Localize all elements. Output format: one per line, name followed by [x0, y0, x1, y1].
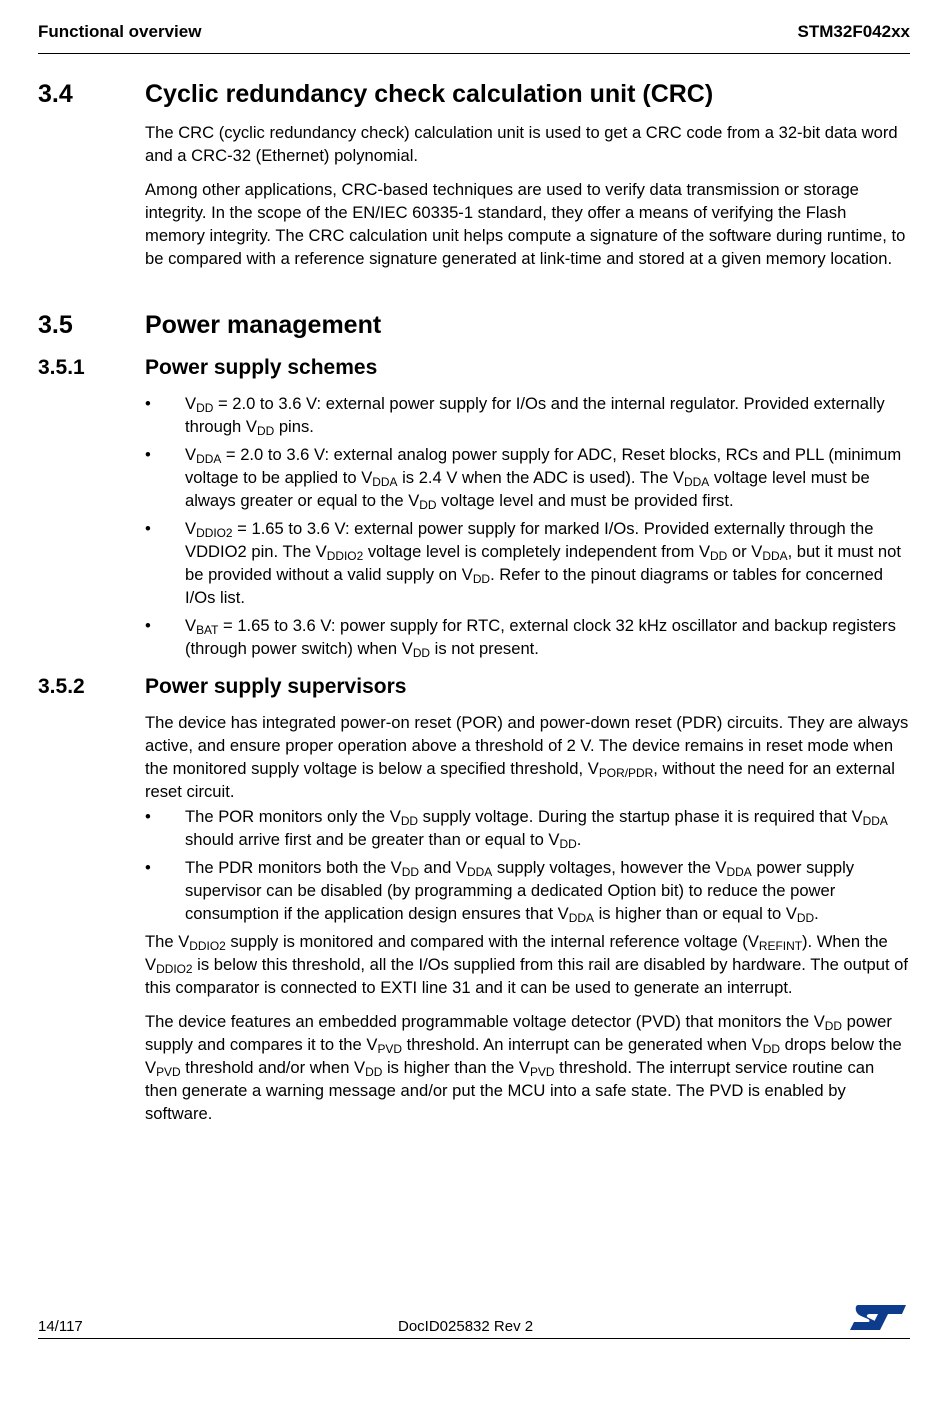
header-section-label: Functional overview: [38, 22, 202, 41]
section-3-5-2-heading: [38, 675, 910, 699]
supervisor-list: [145, 805, 910, 925]
section-title: Cyclic redundancy check calculation unit (CRC): [145, 80, 714, 108]
supervisor-paragraph-2: The $V_{DDIO2}$ supply is monitored and compared with the internal reference voltage $(V_{REFINT})$. When the $V_{DDIO2}$ is below this threshold, all the I/Os supplied from this rail are disabled by hardware. The output of this comparator is connected to EXTI line 31 and it can be used to generate an interrupt.: [145, 932, 909, 997]
list-item: • $V_{DD} = 2.0$ to 3.6 V: external power supply for I/Os and the internal regulator. Provided externally through $V_{DD}$ pins.: [145, 394, 885, 438]
document-id: DocID025832 Rev 2: [398, 1318, 534, 1335]
header-product-name: STM32F042xx: [797, 22, 910, 41]
list-item: • $V_{DDIO2} = 1.65$ to 3.6 V: external power supply for marked I/Os. Provided externally through the VDDIO2 pin. The $V_{DDIO2}$ voltage level is completely independent from $V_{DD}$ or $V_{DDA}$, but it must not be provided without a valid supply on $V_{DD}$. Refer to the pinout diagrams or tables for concerned I/Os list.: [145, 519, 902, 607]
list-item: • The POR monitors only the $V_{DD}$ supply voltage. During the startup phase it is required that $V_{DDA}$ should arrive first and be greater than or equal to $V_{DD}$.: [145, 807, 888, 851]
list-item: • $V_{BAT} = 1.65$ to 3.6 V: power supply for RTC, external clock 32 kHz oscillator and backup registers (through power switch) when $V_{DD}$ is not present.: [145, 616, 896, 660]
section-3-5-heading: [38, 311, 910, 340]
bullet: •: [145, 519, 151, 538]
power-supply-list: [145, 392, 910, 660]
section-3-4-heading: [38, 80, 910, 109]
list-item: • The PDR monitors both the $V_{DD}$ and $V_{DDA}$ supply voltages, however the $V_{DDA}$ power supply supervisor can be disabled (by programming a dedicated Option bit) to reduce the power consumption if the application design ensures that $V_{DDA}$ is higher than or equal to $V_{DD}$.: [145, 858, 855, 925]
section-title: Power management: [145, 311, 382, 339]
section-3-5-1-heading: [38, 356, 910, 380]
crc-paragraph-1: The CRC (cyclic redundancy check) calculation unit is used to get a CRC code from a 32-bit data word and a CRC-32 (Ethernet) polynomial.: [145, 123, 898, 165]
section-number: 3.5.1: [38, 356, 85, 379]
st-logo-icon: [848, 1302, 908, 1332]
page-header: [38, 22, 910, 54]
supervisor-paragraph-1: The device has integrated power-on reset (POR) and power-down reset (PDR) circuits. They are always active, and ensure proper operation above a threshold of 2 V. The device remains in reset mode when the monitored supply voltage is below a specified threshold, $V_{POR/PDR}$, without the need for an external reset circuit.: [145, 713, 909, 801]
supervisor-paragraph-3: The device features an embedded programmable voltage detector (PVD) that monitors the $V_{DD}$ power supply and compares it to the $V_{PVD}$ threshold. An interrupt can be generated when $V_{DD}$ drops below the $V_{PVD}$ threshold and/or when $V_{DD}$ is higher than the $V_{PVD}$ threshold. The interrupt service routine can then generate a warning message and/or put the MCU into a safe state. The PVD is enabled by software.: [145, 1012, 902, 1123]
bullet: •: [145, 807, 151, 826]
section-number: 3.5: [38, 311, 73, 339]
section-number: 3.4: [38, 80, 73, 108]
bullet: •: [145, 445, 151, 464]
bullet: •: [145, 858, 151, 877]
list-item: • $V_{DDA} = 2.0$ to 3.6 V: external analog power supply for ADC, Reset blocks, RCs and PLL (minimum voltage to be applied to $V_{DDA}$ is 2.4 V when the ADC is used). The $V_{DDA}$ voltage level must be always greater or equal to the $V_{DD}$ voltage level and must be provided first.: [145, 445, 902, 512]
page-number: 14/117: [38, 1318, 83, 1335]
section-number: 3.5.2: [38, 675, 85, 698]
crc-paragraph-2: Among other applications, CRC-based techniques are used to verify data transmission or storage integrity. In the scope of the EN/IEC 60335-1 standard, they offer a means of verifying the Flash memory integrity. The CRC calculation unit helps compute a signature of the software during runtime, to be compared with a reference signature generated at link-time and stored at a given memory location.: [145, 180, 906, 268]
section-title: Power supply supervisors: [145, 675, 407, 698]
document-body: [38, 80, 910, 1136]
section-title: Power supply schemes: [145, 356, 378, 379]
bullet: •: [145, 616, 151, 635]
bullet: •: [145, 394, 151, 413]
page-footer: [38, 1318, 910, 1379]
